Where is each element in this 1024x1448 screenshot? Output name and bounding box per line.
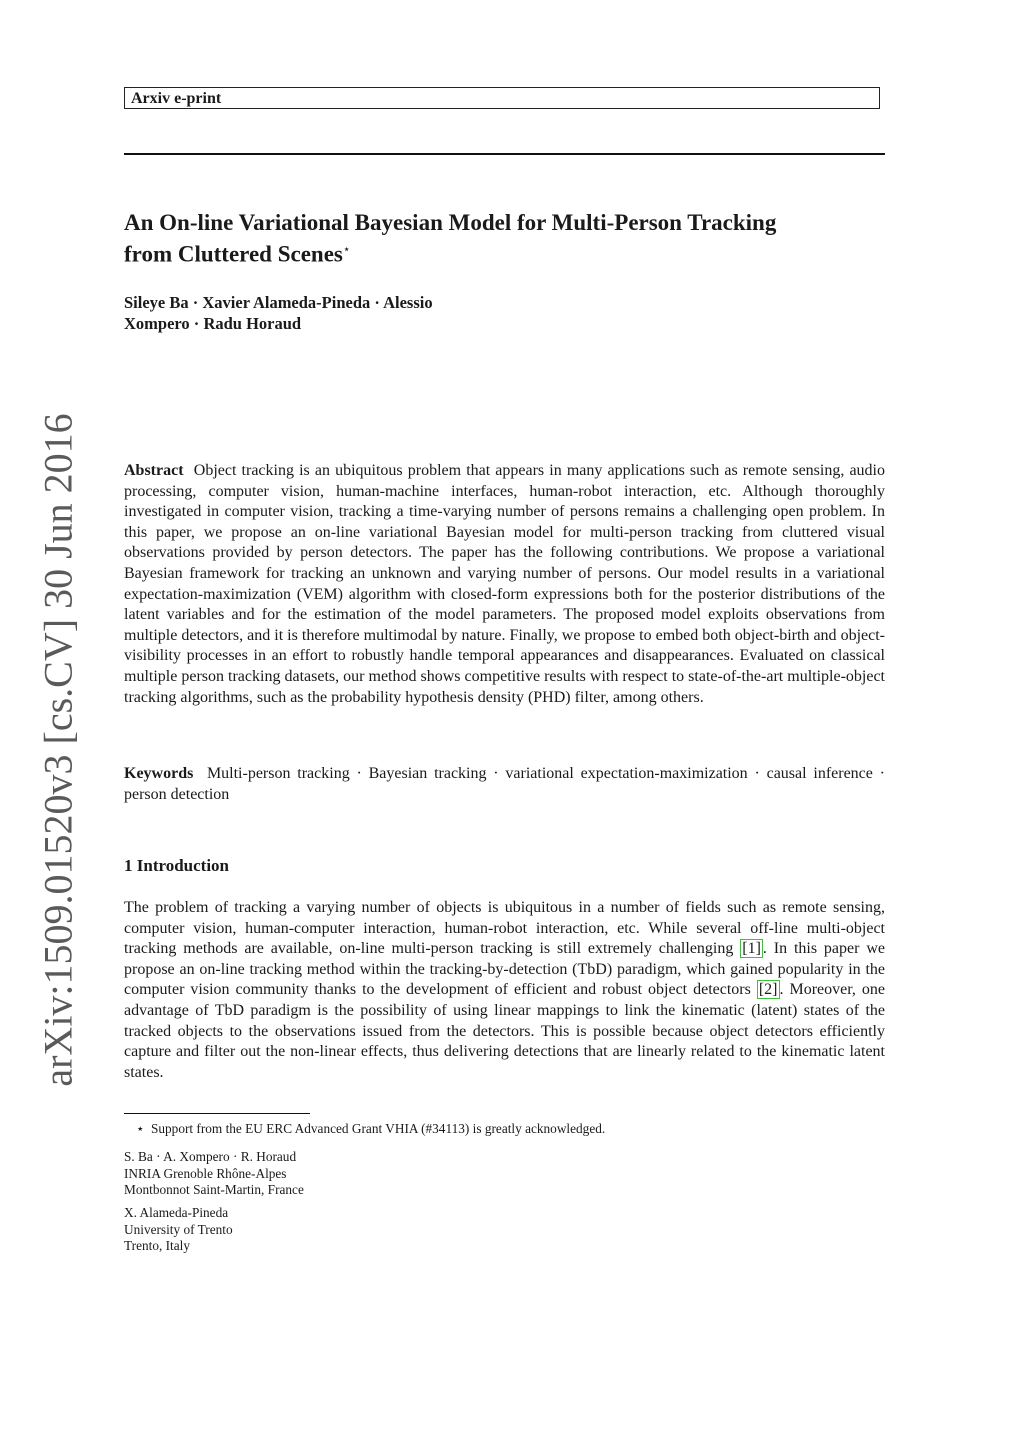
journal-header-box xyxy=(124,87,880,109)
abstract-text: Object tracking is an ubiquitous problem that appears in many applications such as remote sensing, audio processing, computer vision, human-machine interfaces, human-robot interaction, etc. Although thoroughly investigated in computer vision, tracking a time-varying number of persons remains a challenging open problem. In this paper, we propose an on-line variational Bayesian model for multi-person tracking from cluttered visual observations provided by person detectors. The paper has the following contributions. We propose a variational Bayesian framework for tracking an unknown and varying number of persons. Our model results in a variational expectation-maximization (VEM) algorithm with closed-form expressions both for the posterior distributions of the latent variables and for the estimation of the model parameters. The proposed model exploits observations from multiple detectors, and it is therefore multimodal by nature. Finally, we propose to embed both object-birth and object-visibility processes in an effort to robustly handle temporal appearances and disappearances. Evaluated on classical multiple person tracking datasets, our method shows competitive results with respect to state-of-the-art multiple-object tracking algorithms, such as the probability hypothesis density (PHD) filter, among others. xyxy=(124,462,885,706)
intro-text-2: . In this paper we propose an on-line tracking method within the tracking-by-detection (TbD) paradigm, which gained popularity in the computer vision community thanks to the development of efficient and robust object detectors xyxy=(124,940,885,999)
affiliation-institution: University of Trento xyxy=(124,1221,233,1237)
affiliation-names: S. Ba · A. Xompero · R. Horaud xyxy=(124,1149,297,1164)
citation-link-1[interactable]: [1] xyxy=(742,940,761,958)
introduction-paragraph xyxy=(124,898,885,1083)
author-list xyxy=(124,292,544,334)
title-line-1: An On-line Variational Bayesian Model for Multi-Person Tracking xyxy=(124,210,777,235)
keywords-text: Multi-person tracking · Bayesian tracking · variational expectation-maximization · causal inference · person detection xyxy=(124,765,886,803)
title-footnote-mark: ⋆ xyxy=(342,242,351,256)
section-heading-introduction: 1 Introduction xyxy=(124,856,230,875)
abstract-label: Abstract xyxy=(124,462,184,479)
affiliation-names: X. Alameda-Pineda xyxy=(124,1205,229,1220)
keywords xyxy=(124,764,885,805)
keywords-label: Keywords xyxy=(124,765,194,782)
abstract xyxy=(124,461,885,708)
citation-link-2[interactable]: [2] xyxy=(758,981,778,999)
footnote xyxy=(136,1121,605,1137)
authors-line-2: Xompero · Radu Horaud xyxy=(124,314,302,333)
header-rule xyxy=(124,153,885,155)
affiliation-location: Trento, Italy xyxy=(124,1238,190,1253)
paper-title xyxy=(124,210,884,268)
footnote-rule xyxy=(124,1113,310,1114)
affiliation-block-2 xyxy=(124,1205,233,1255)
footnote-mark: ⋆ xyxy=(136,1121,145,1136)
intro-text-1: The problem of tracking a varying number of objects is ubiquitous in a number of fields such as remote sensing, computer vision, human-computer interaction, human-robot interaction, etc. While several off-line multi-object tracking methods are available, on-line multi-person tracking is still extremely challenging xyxy=(124,899,885,958)
arxiv-identifier-stamp: arXiv:1509.01520v3 [cs.CV] 30 Jun 2016 xyxy=(35,413,81,1087)
affiliation-institution: INRIA Grenoble Rhône-Alpes xyxy=(124,1165,287,1181)
title-line-2: from Cluttered Scenes xyxy=(124,241,343,267)
authors-line-1: Sileye Ba · Xavier Alameda-Pineda · Alessio xyxy=(124,293,433,312)
journal-name: Arxiv e-print xyxy=(131,90,222,107)
intro-text-3: . Moreover, one advantage of TbD paradigm is the possibility of using linear mappings to link the kinematic (latent) states of the tracked objects to the observations issued from the detectors. This is possible because object detectors efficiently capture and filter out the non-linear effects, thus delivering detections that are linearly related to the kinematic latent states. xyxy=(124,981,886,1081)
affiliation-block-1 xyxy=(124,1149,304,1199)
footnote-text: Support from the EU ERC Advanced Grant VHIA (#34113) is greatly acknowledged. xyxy=(150,1121,606,1136)
affiliation-location: Montbonnot Saint-Martin, France xyxy=(124,1182,304,1197)
